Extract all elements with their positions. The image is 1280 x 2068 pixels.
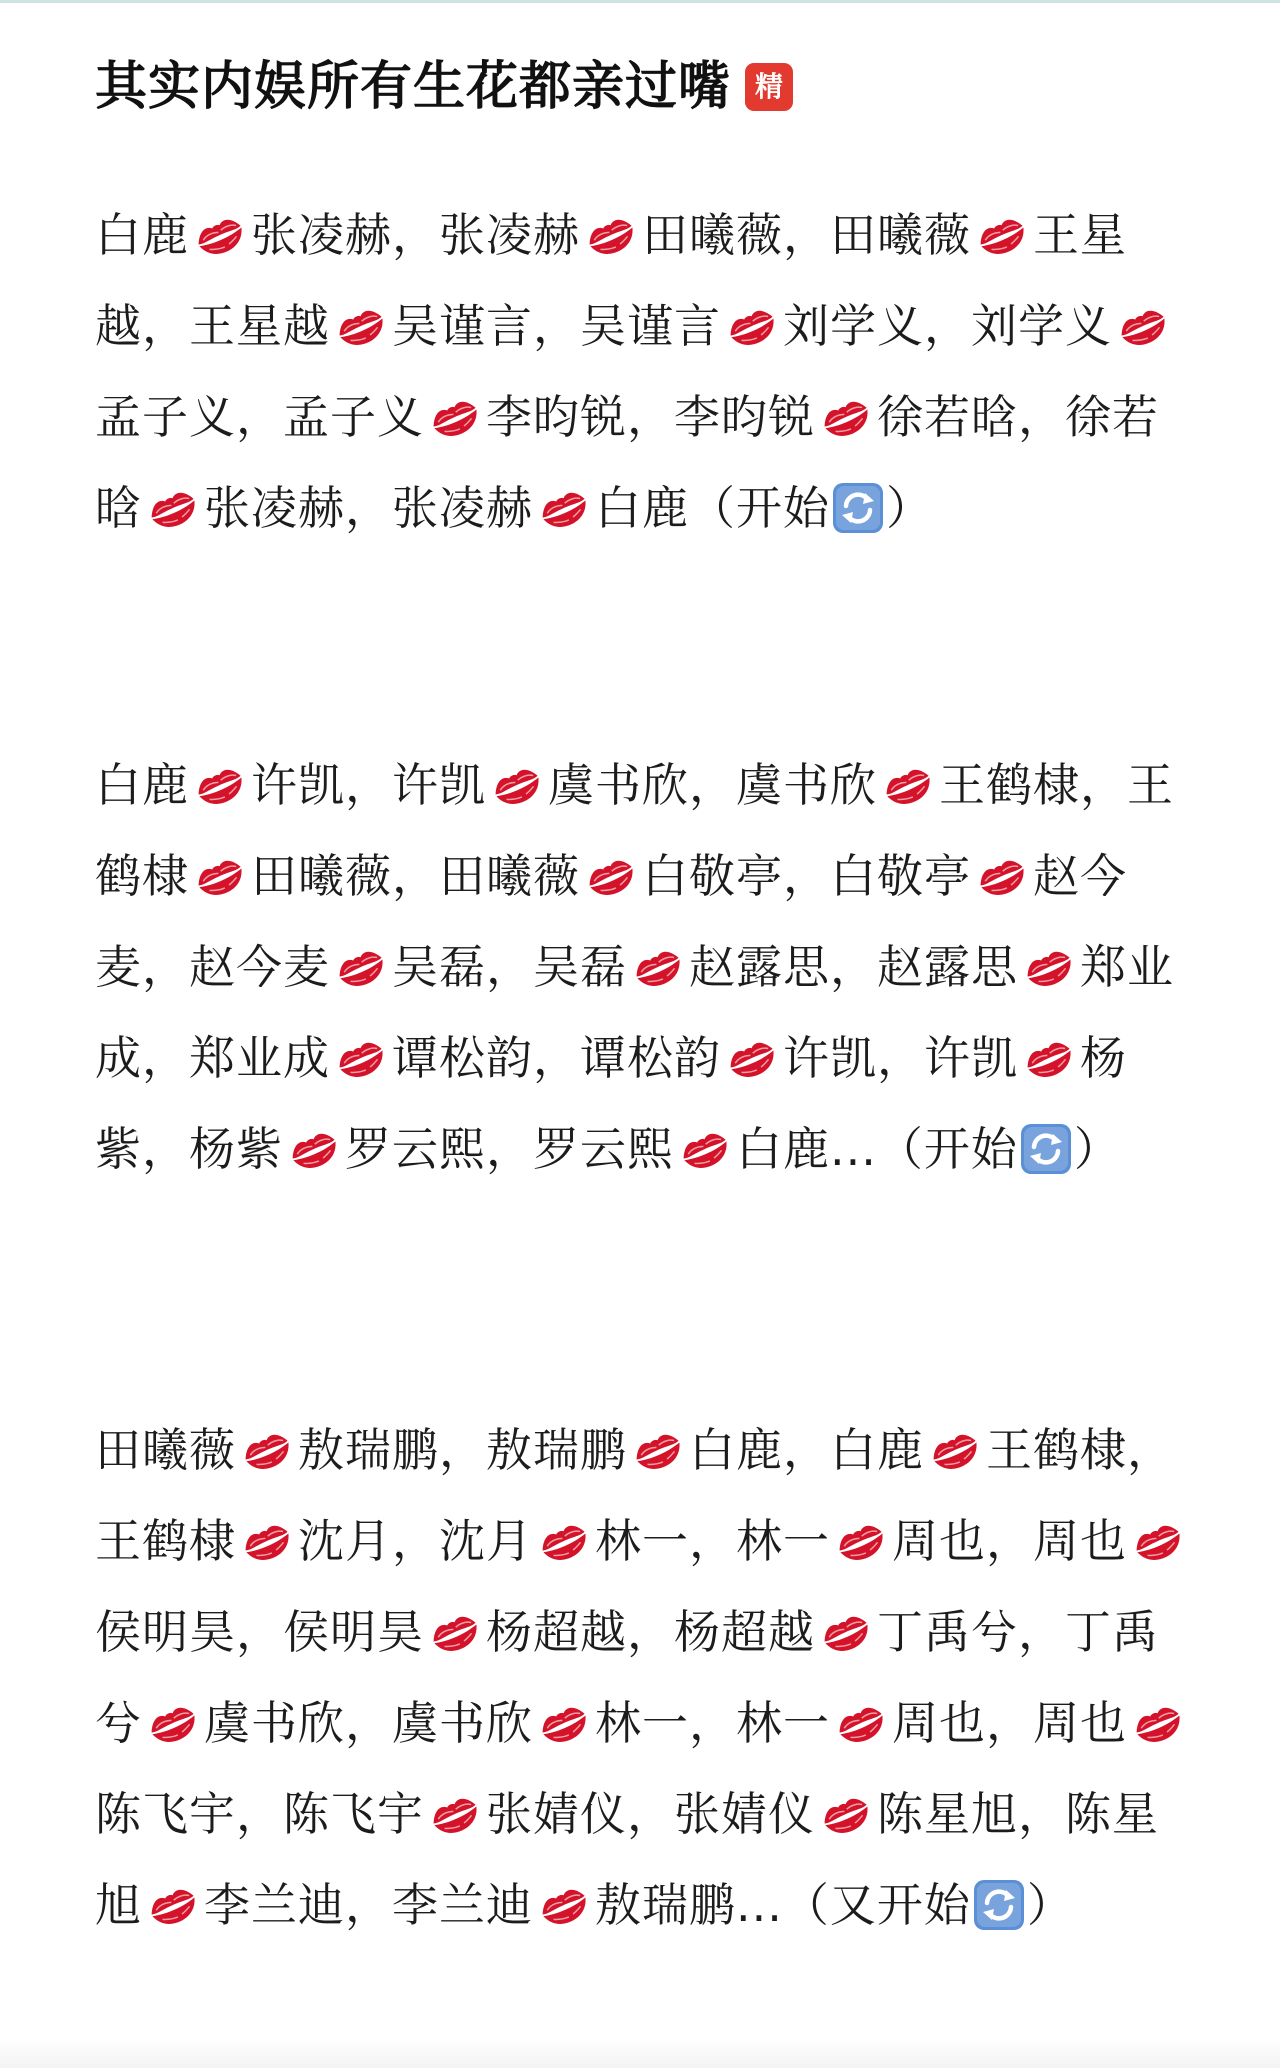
paragraph-text: 田曦薇，田曦薇: [642, 208, 971, 262]
kiss-mark-icon: [240, 1519, 294, 1565]
kiss-mark-icon: [334, 945, 388, 991]
paragraph-text: 林一，林一: [595, 1514, 830, 1568]
paragraph-text: 白鹿...（开始: [736, 1122, 1018, 1176]
kiss-mark-icon: [819, 395, 873, 441]
paragraph-text: 吴谨言，吴谨言: [392, 299, 721, 353]
kiss-mark-icon: [834, 1519, 888, 1565]
kiss-mark-icon: [725, 304, 779, 350]
kiss-mark-icon: [334, 1036, 388, 1082]
paragraph-text: 白鹿（开始: [595, 481, 830, 535]
kiss-mark-icon: [146, 486, 200, 532]
kiss-mark-icon: [584, 213, 638, 259]
kiss-mark-icon: [1022, 945, 1076, 991]
kiss-mark-icon: [537, 486, 591, 532]
paragraph-text: 王鹤棣，王鹤棣: [95, 1423, 1174, 1568]
paragraph-text: 田曦薇，田曦薇: [251, 849, 580, 903]
paragraph-text: 郑业成，郑业成: [95, 940, 1174, 1085]
paragraph-text: 王鹤棣，王鹤棣: [95, 758, 1174, 903]
kiss-mark-icon: [428, 395, 482, 441]
paragraph-text: 李昀锐，李昀锐: [486, 390, 815, 444]
kiss-mark-icon: [631, 1428, 685, 1474]
paragraph-text: 李兰迪，李兰迪: [204, 1878, 533, 1932]
repeat-arrows-icon: [1020, 1123, 1072, 1175]
paragraph-text: 杨超越，杨超越: [486, 1605, 815, 1659]
paragraph-text: 张凌赫，张凌赫: [251, 208, 580, 262]
kiss-mark-icon: [725, 1036, 779, 1082]
paragraph-text: 周也，周也: [892, 1696, 1127, 1750]
post-paragraph-3: [95, 1405, 1195, 1951]
kiss-mark-icon: [537, 1883, 591, 1929]
kiss-mark-icon: [1022, 1036, 1076, 1082]
paragraph-text: 吴磊，吴磊: [392, 940, 627, 994]
repeat-arrows-icon: [832, 482, 884, 534]
paragraph-text: 杨紫，杨紫: [95, 1031, 1127, 1176]
paragraph-text: 陈飞宇，陈飞宇: [95, 1787, 424, 1841]
kiss-mark-icon: [975, 854, 1029, 900]
kiss-mark-icon: [631, 945, 685, 991]
paragraph-text: 谭松韵，谭松韵: [392, 1031, 721, 1085]
paragraph-text: 白敬亭，白敬亭: [642, 849, 971, 903]
kiss-mark-icon: [428, 1610, 482, 1656]
kiss-mark-icon: [193, 213, 247, 259]
paragraph-text: 林一，林一: [595, 1696, 830, 1750]
paragraph-text: 许凯，许凯: [251, 758, 486, 812]
kiss-mark-icon: [975, 213, 1029, 259]
kiss-mark-icon: [537, 1519, 591, 1565]
post-title: 其实内娱所有生花都亲过嘴: [95, 57, 732, 117]
paragraph-text: 许凯，许凯: [783, 1031, 1018, 1085]
kiss-mark-icon: [334, 304, 388, 350]
paragraph-text: 张凌赫，张凌赫: [204, 481, 533, 535]
kiss-mark-icon: [287, 1127, 341, 1173]
bottom-fade: [0, 2038, 1280, 2068]
paragraph-text: 敖瑞鹏...（又开始: [595, 1878, 971, 1932]
paragraph-text: 刘学义，刘学义: [783, 299, 1112, 353]
kiss-mark-icon: [819, 1610, 873, 1656]
kiss-mark-icon: [146, 1883, 200, 1929]
post-paragraph-2: [95, 740, 1195, 1195]
paragraph-text: 敖瑞鹏，敖瑞鹏: [298, 1423, 627, 1477]
kiss-mark-icon: [1116, 304, 1170, 350]
featured-badge: 精: [745, 63, 793, 111]
post-title-row: [95, 52, 793, 122]
kiss-mark-icon: [490, 763, 544, 809]
paragraph-text: 张婧仪，张婧仪: [486, 1787, 815, 1841]
paragraph-text: 白鹿: [95, 758, 189, 812]
kiss-mark-icon: [834, 1701, 888, 1747]
paragraph-text: 虞书欣，虞书欣: [548, 758, 877, 812]
paragraph-text: 白鹿: [95, 208, 189, 262]
kiss-mark-icon: [1131, 1519, 1185, 1565]
paragraph-text: 罗云熙，罗云熙: [345, 1122, 674, 1176]
paragraph-text: ）: [1073, 1122, 1121, 1176]
paragraph-text: 陈星旭，陈星旭: [95, 1787, 1159, 1932]
paragraph-text: 白鹿，白鹿: [689, 1423, 924, 1477]
kiss-mark-icon: [881, 763, 935, 809]
paragraph-text: 孟子义，孟子义: [95, 390, 424, 444]
repeat-arrows-icon: [973, 1879, 1025, 1931]
paragraph-text: ）: [886, 481, 933, 535]
paragraph-text: 赵今麦，赵今麦: [95, 849, 1127, 994]
kiss-mark-icon: [928, 1428, 982, 1474]
kiss-mark-icon: [537, 1701, 591, 1747]
kiss-mark-icon: [1131, 1701, 1185, 1747]
paragraph-text: 丁禹兮，丁禹兮: [95, 1605, 1159, 1750]
paragraph-text: ）: [1026, 1878, 1074, 1932]
kiss-mark-icon: [819, 1792, 873, 1838]
paragraph-text: 赵露思，赵露思: [689, 940, 1018, 994]
kiss-mark-icon: [193, 854, 247, 900]
kiss-mark-icon: [240, 1428, 294, 1474]
paragraph-text: 虞书欣，虞书欣: [204, 1696, 533, 1750]
post-paragraph-1: [95, 190, 1195, 554]
paragraph-text: 侯明昊，侯明昊: [95, 1605, 424, 1659]
paragraph-text: 周也，周也: [892, 1514, 1127, 1568]
kiss-mark-icon: [584, 854, 638, 900]
paragraph-text: 田曦薇: [95, 1423, 236, 1477]
kiss-mark-icon: [678, 1127, 732, 1173]
top-edge-divider: [0, 0, 1280, 3]
kiss-mark-icon: [146, 1701, 200, 1747]
kiss-mark-icon: [428, 1792, 482, 1838]
paragraph-text: 王星越，王星越: [95, 208, 1127, 353]
kiss-mark-icon: [193, 763, 247, 809]
paragraph-text: 徐若晗，徐若晗: [95, 390, 1159, 535]
paragraph-text: 沈月，沈月: [298, 1514, 533, 1568]
